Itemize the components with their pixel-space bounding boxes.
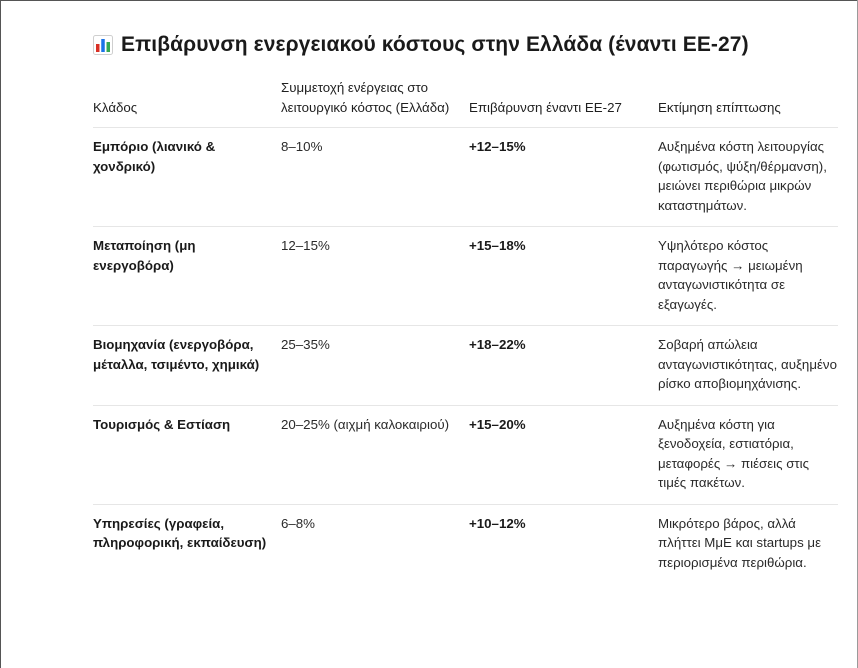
table-row	[93, 227, 838, 326]
bar-chart-icon	[93, 35, 113, 55]
cell-burden: +15–20%	[469, 405, 658, 504]
table-row	[93, 326, 838, 406]
header-energy-share: Συμμετοχή ενέργειας στο λειτουργικό κόστος (Ελλάδα)	[281, 78, 469, 128]
cell-sector: Εμπόριο (λιανικό & χονδρικό)	[93, 128, 281, 227]
cell-impact: Σοβαρή απώλεια ανταγωνιστικότητας, αυξημένο ρίσκο αποβιομηχάνισης.	[658, 326, 838, 406]
window-top-border	[0, 0, 858, 1]
table-header-row	[93, 78, 838, 128]
table-row	[93, 128, 838, 227]
cell-energy-share: 6–8%	[281, 515, 316, 531]
table-row	[93, 405, 838, 504]
page-title: Επιβάρυνση ενεργειακού κόστους στην Ελλάδα (έναντι ΕΕ-27)	[121, 33, 749, 56]
cell-impact: Αυξημένα κόστη λειτουργίας (φωτισμός, ψύξη/θέρμανση), μειώνει περιθώρια μικρών καταστημάτων.	[658, 128, 838, 227]
cell-sector: Μεταποίηση (μη ενεργοβόρα)	[93, 227, 281, 326]
energy-cost-table	[93, 78, 838, 583]
document-content	[93, 30, 838, 583]
cell-impact: Υψηλότερο κόστος παραγωγής → μειωμένη ανταγωνιστικότητα σε εξαγωγές.	[658, 227, 838, 326]
table-row	[93, 504, 838, 583]
window-left-border	[0, 0, 1, 668]
cell-sector: Βιομηχανία (ενεργοβόρα, μέταλλα, τσιμέντο, χημικά)	[93, 326, 281, 406]
cell-burden: +15–18%	[469, 227, 658, 326]
header-sector: Κλάδος	[93, 78, 281, 128]
cell-impact: Αυξημένα κόστη για ξενοδοχεία, εστιατόρια, μεταφορές → πιέσεις στις τιμές πακέτων.	[658, 405, 838, 504]
cell-impact: Μικρότερο βάρος, αλλά πλήττει ΜμΕ και startups με περιορισμένα περιθώρια.	[658, 515, 822, 570]
cell-energy-share: 12–15%	[281, 227, 469, 326]
cell-energy-share: 25–35%	[281, 326, 469, 406]
cell-energy-share: 20–25% (αιχμή καλοκαιριού)	[281, 405, 469, 504]
cell-burden: +10–12%	[469, 515, 526, 531]
cell-energy-share: 8–10%	[281, 128, 469, 227]
cell-sector: Υπηρεσίες (γραφεία, πληροφορική, εκπαίδευση)	[93, 515, 267, 550]
cell-burden: +18–22%	[469, 326, 658, 406]
cell-sector: Τουρισμός & Εστίαση	[93, 405, 281, 504]
cell-burden: +12–15%	[469, 128, 658, 227]
header-burden: Επιβάρυνση έναντι ΕΕ-27	[469, 78, 658, 128]
header-impact: Εκτίμηση επίπτωσης	[658, 78, 838, 128]
title-row	[93, 30, 838, 60]
